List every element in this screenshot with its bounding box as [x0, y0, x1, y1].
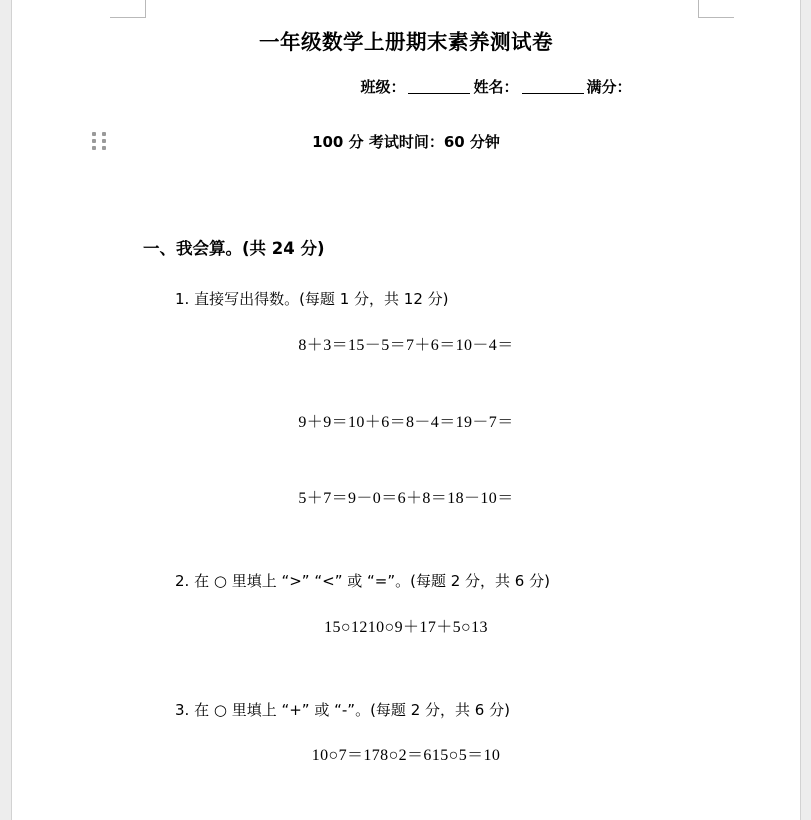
class-blank[interactable]	[408, 93, 470, 94]
class-label: 班级：	[360, 78, 406, 96]
corner-guide-vertical-line	[145, 0, 146, 18]
corner-guide-top-right-icon	[698, 0, 734, 18]
corner-guide-vertical-line	[698, 0, 699, 18]
exam-info-line	[12, 76, 800, 97]
section-heading-1: 一、我会算。(共 24 分)	[143, 239, 325, 258]
corner-guide-horizontal-line	[698, 17, 734, 18]
question-1-label: 1. 直接写出得数。(每题 1 分，共 12 分)	[175, 290, 449, 308]
full-score-label: 满分：	[586, 78, 632, 96]
question-1-row-1: 8＋3＝15－5＝7＋6＝10－4＝	[298, 337, 514, 354]
name-blank[interactable]	[522, 93, 584, 94]
corner-guide-top-left-icon	[110, 0, 146, 18]
question-2-row-1: 15○1210○9＋17＋5○13	[324, 619, 488, 636]
page-title: 一年级数学上册期末素养测试卷	[259, 30, 553, 54]
question-2-label: 2. 在 ○ 里填上 “>” “<” 或 “=”。(每题 2 分，共 6 分)	[175, 572, 550, 590]
question-3-row-1: 10○7＝178○2＝615○5＝10	[311, 747, 501, 764]
exam-score-time-line: 100 分 考试时间：60 分钟	[312, 133, 500, 151]
corner-guide-horizontal-line	[110, 17, 146, 18]
document-page[interactable]	[12, 0, 800, 820]
question-1-row-3: 5＋7＝9－0＝6＋8＝18－10＝	[298, 490, 514, 507]
question-1-row-2: 9＋9＝10＋6＝8－4＝19－7＝	[298, 414, 514, 431]
name-label: 姓名：	[473, 78, 519, 96]
question-3-label: 3. 在 ○ 里填上 “+” 或 “-”。(每题 2 分，共 6 分)	[175, 701, 510, 719]
